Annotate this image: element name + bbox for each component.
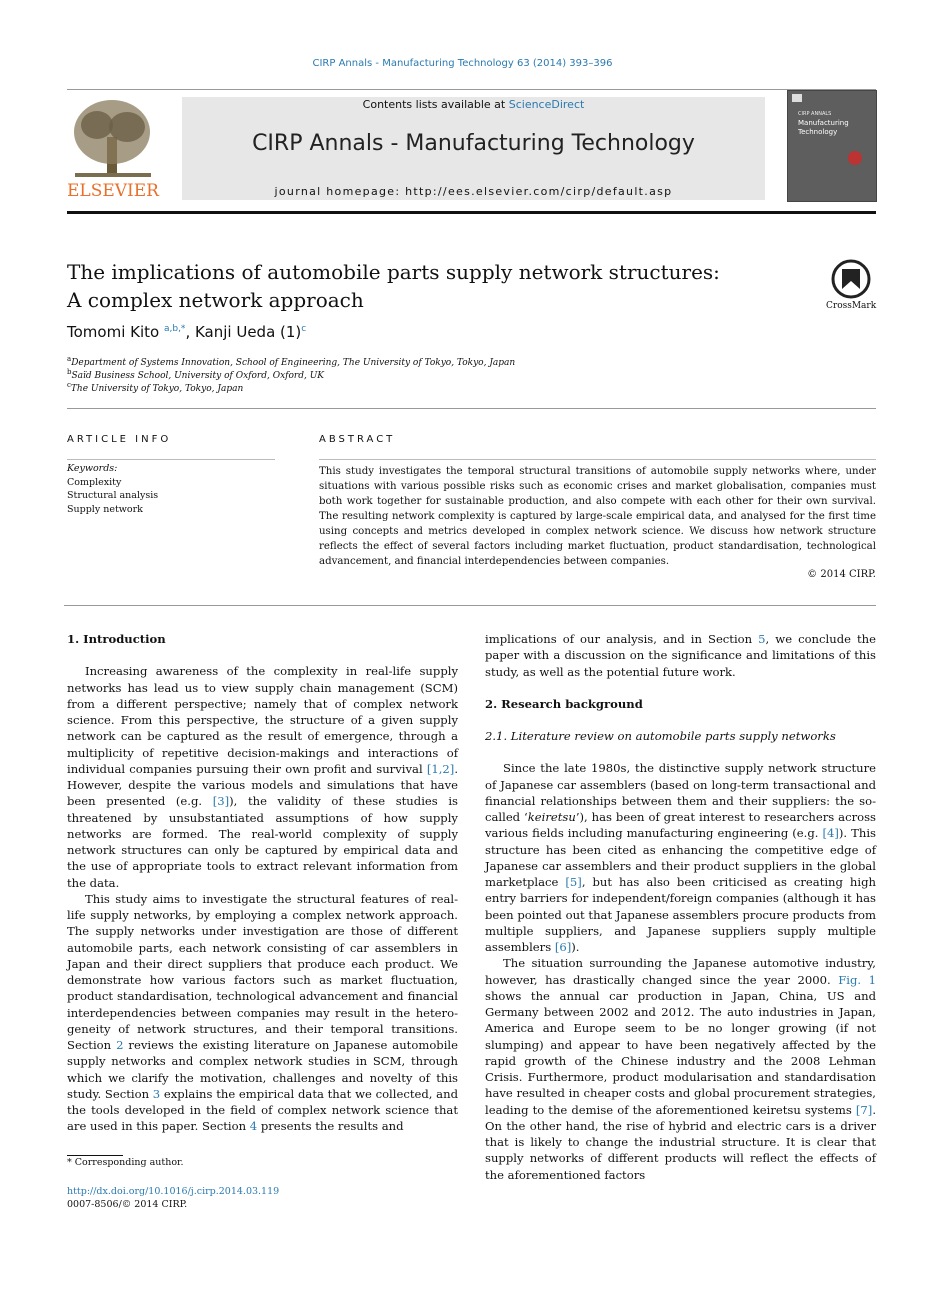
cover-title-2: Manufacturing <box>798 119 849 127</box>
header-thick-divider <box>67 211 876 214</box>
affil-text: Department of Systems Innovation, School of Engineering, The University of Tokyo, Tokyo, Japan <box>71 358 516 368</box>
background-paragraph-1: Since the late 1980s, the distinctive supply network structure of Japanese car assemblers (based on long-term transactional and financial relationships between them and their suppliers: the so-called ‘keiretsu’), has been of great interest to researchers across various fields including manufacturing engineering (e.g. [4]). This structure has been cited as enhancing the competitive edge of Japanese car assemblers and their product suppliers in the global marketplace [5], but has also been criticised as creating high entry barriers for independent/foreign companies (although it has been pointed out that Japanese assemblers procure products from multiple suppliers, and Japanese suppliers supply multiple assemblers [6]). <box>485 761 876 954</box>
author-list <box>67 323 306 341</box>
section-4-link[interactable]: 4 <box>249 1119 258 1134</box>
intro-paragraph-2-cont: implications of our analysis, and in Section 5, we conclude the paper with a discussion on the significance and limitations of this study, as well as the potential future work. <box>485 632 877 679</box>
ref-1-2-link[interactable]: [1,2] <box>426 761 455 776</box>
ref-6-link[interactable]: [6] <box>554 940 572 954</box>
abstract-copyright: © 2014 CIRP. <box>807 569 876 580</box>
section-3-link[interactable]: 3 <box>152 1086 161 1101</box>
cover-title-1: CIRP ANNALS <box>798 111 832 117</box>
keywords-label: Keywords: <box>67 463 118 474</box>
abstract-heading: ABSTRACT <box>319 434 396 445</box>
journal-homepage[interactable]: journal homepage: http://ees.elsevier.com/cirp/default.asp <box>274 185 673 198</box>
affil-mark: a <box>67 355 72 363</box>
affiliation-b <box>67 368 324 381</box>
article-title <box>67 258 807 314</box>
body-left-column <box>67 631 458 1135</box>
abstract-divider <box>319 459 876 460</box>
contents-prefix: Contents lists available at <box>362 98 509 111</box>
author-2-affil[interactable]: c <box>301 324 307 334</box>
section-2-heading: 2. Research background <box>485 696 643 711</box>
cover-logo-icon <box>792 94 802 102</box>
title-line-2: A complex network approach <box>67 288 364 312</box>
journal-title: CIRP Annals - Manufacturing Technology <box>252 131 695 156</box>
section-2-link[interactable]: 2 <box>116 1038 124 1052</box>
title-line-1: The implications of automobile parts supply network structures: <box>67 260 720 284</box>
cover-emblem-icon <box>848 151 862 165</box>
elsevier-logo <box>67 97 159 201</box>
intro-paragraph-2: This study aims to investigate the structural features of real-life supply networks, by employing a complex network approach. The supply networks under investigation are those of different automobile parts, each network consisting of car assemblers in Japan and their direct suppliers that produce each product. We demonstrate how various factors such as market fluctuation, product standardisation, technological advancement and financial interdependencies between companies may result in the heterogeneity of network structures, and their temporal transitions. Section 2 reviews the existing literature on Japanese automobile supply networks and complex network studies in SCM, through which we clarify the motivation, challenges and novelty of this study. Section 3 explains the empirical data that we collected, and the tools developed in the field of complex network science that are used in this paper. Section 4 presents the results and <box>67 891 458 1134</box>
issn-copyright: 0007-8506/© 2014 CIRP. <box>67 1199 188 1210</box>
cover-title-3: Technology <box>798 128 838 136</box>
corresponding-author-note: * Corresponding author. <box>67 1157 184 1168</box>
abstract-bottom-divider <box>64 605 876 606</box>
publisher-name: ELSEVIER <box>67 181 159 201</box>
ref-3-link[interactable]: [3] <box>212 794 230 809</box>
article-info-heading: ARTICLE INFO <box>67 434 172 445</box>
intro-paragraph-1: Increasing awareness of the complexity in real-life supply networks has lead us to view supply chain management (SCM) from a different perspective; namely that of complex network science. From this perspective, the structure of a given supply network can be captured as the result of emergence, through a multiplicity of repetitive decision-makings and interactions of individual companies pursuing their own profit and survival [1,2]. However, despite the various models and simulations that have been presented (e.g. [3]), the validity of these studies is threatened by unsubstantiated assumptions of how supply networks are formed. The real-world complexity of supply network structures can only be captured by empirical data and the use of appropriate tools to extract relevant information from the data. <box>67 664 458 890</box>
affil-mark: b <box>67 368 72 376</box>
author-1: Tomomi Kito <box>67 323 160 341</box>
affiliation-a <box>67 355 515 368</box>
sciencedirect-link[interactable]: ScienceDirect <box>508 98 585 111</box>
section-5-link[interactable]: 5 <box>758 632 766 646</box>
body-right-column <box>485 631 876 1183</box>
affil-mark: c <box>67 381 71 389</box>
author-2: , Kanji Ueda (1) <box>185 323 302 341</box>
contents-line <box>182 98 765 111</box>
info-divider <box>67 459 275 460</box>
crossmark-badge[interactable] <box>826 259 876 311</box>
journal-citation[interactable]: CIRP Annals - Manufacturing Technology 63 (2014) 393–396 <box>312 58 613 69</box>
section-2-1-heading: 2.1. Literature review on automobile parts supply networks <box>485 729 836 743</box>
footnote-rule <box>67 1155 123 1156</box>
section-1-heading: 1. Introduction <box>67 632 166 646</box>
affiliation-c <box>67 381 243 394</box>
fig-1-link[interactable]: Fig. 1 <box>838 972 876 987</box>
ref-5-link[interactable]: [5] <box>565 875 582 889</box>
keyword: Supply network <box>67 503 143 515</box>
header-divider <box>67 89 876 90</box>
title-divider <box>67 408 876 409</box>
keyword: Structural analysis <box>67 490 159 501</box>
ref-4-link[interactable]: [4] <box>822 826 839 841</box>
keywords-block <box>67 462 158 516</box>
background-paragraph-2: The situation surrounding the Japanese automotive industry, however, has drastically changed since the year 2000. Fig. 1 shows the annual car production in Japan, China, US and Germany between 2002 and 2012. The auto industries in Japan, America and Europe seem to be no longer growing (if not slumping) and appear to have been negatively affected by the rapid growth of the Chinese industry and the 2008 Lehman Crisis. Furthermore, product modularisation and standardisation have resulted in cheaper costs and global procurement strategies, leading to the demise of the aforementioned keiretsu systems [7]. On the other hand, the rise of hybrid and electric cars is a driver that is likely to change the industrial structure. It is clear that supply networks of different products will reflect the effects of the aforementioned factors <box>485 956 876 1182</box>
crossmark-icon <box>831 259 871 299</box>
affil-text: Saïd Business School, University of Oxford, Oxford, UK <box>71 371 325 381</box>
doi-link[interactable]: http://dx.doi.org/10.1016/j.cirp.2014.03.119 <box>67 1186 280 1197</box>
journal-cover-image <box>787 90 877 202</box>
crossmark-label: CrossMark <box>826 301 877 311</box>
keyword: Complexity <box>67 476 122 488</box>
ref-7-link[interactable]: [7] <box>855 1102 873 1117</box>
abstract-text: This study investigates the temporal structural transitions of automobile supply networks where, under situations with various possible risks such as economic crises and market globalisation, companies must both work together for sustainable production, and also compete with each other for their own survival. The resulting network complexity is captured by large-scale empirical data, and analysed for the first time using concepts and metrics developed in complex network science. We discuss how network structure reflects the effect of several factors including market fluctuation, product standardisation, technological advancement, and financial interdependencies between companies. <box>319 466 876 567</box>
affil-text: The University of Tokyo, Tokyo, Japan <box>70 384 244 394</box>
author-1-affil[interactable]: a,b,* <box>163 324 186 334</box>
